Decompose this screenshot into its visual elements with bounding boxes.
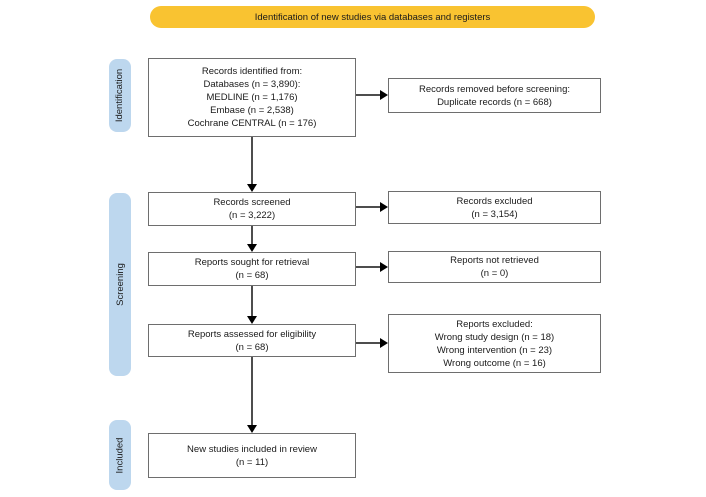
arrowhead-down-icon	[247, 425, 257, 433]
top-banner-label: Identification of new studies via databases and registers	[254, 11, 491, 23]
stage-label-screening-text: Screening	[114, 263, 126, 306]
box-reports-assessed	[148, 324, 356, 357]
arrowhead-right-icon	[380, 262, 388, 272]
box-records-screened	[148, 192, 356, 226]
arrowhead-right-icon	[380, 202, 388, 212]
arrow-screened-to-excluded	[356, 202, 388, 212]
arrowhead-down-icon	[247, 244, 257, 252]
stage-label-identification	[109, 59, 131, 132]
arrow-shaft	[251, 286, 253, 316]
arrow-shaft	[356, 342, 380, 344]
box-line: (n = 11)	[235, 456, 269, 468]
arrow-shaft	[251, 357, 253, 425]
arrow-identified-to-removed	[356, 90, 388, 100]
arrow-assessed-to-included	[247, 357, 257, 433]
box-line: Records excluded	[456, 195, 533, 207]
arrowhead-down-icon	[247, 184, 257, 192]
arrowhead-right-icon	[380, 338, 388, 348]
box-line: Records identified from:	[201, 66, 303, 77]
box-line: (n = 3,154)	[471, 208, 518, 220]
box-records-removed	[388, 78, 601, 113]
box-new-studies-included	[148, 433, 356, 478]
arrow-shaft	[251, 226, 253, 244]
box-line: Embase (n = 2,538)	[210, 105, 294, 116]
box-line: MEDLINE (n = 1,176)	[206, 92, 298, 103]
box-line: (n = 3,222)	[228, 210, 276, 221]
stage-label-screening	[109, 193, 131, 376]
arrow-shaft	[356, 94, 380, 96]
box-line: (n = 68)	[235, 270, 269, 281]
arrow-shaft	[356, 206, 380, 208]
box-line: Wrong intervention (n = 23)	[436, 344, 553, 356]
box-line: New studies included in review	[187, 443, 317, 455]
arrowhead-down-icon	[247, 316, 257, 324]
box-line: Reports assessed for eligibility	[187, 328, 317, 340]
box-line: (n = 0)	[480, 268, 509, 279]
stage-label-included	[109, 420, 131, 490]
arrow-shaft	[251, 137, 253, 184]
box-line: Reports not retrieved	[450, 255, 539, 266]
box-line: Records screened	[213, 197, 291, 208]
arrow-screened-to-sought	[247, 226, 257, 252]
box-reports-sought	[148, 252, 356, 286]
arrow-shaft	[356, 266, 380, 268]
box-line: Wrong study design (n = 18)	[434, 331, 555, 343]
box-reports-not-retrieved	[388, 251, 601, 283]
top-banner	[150, 6, 595, 28]
arrow-sought-to-not-retrieved	[356, 262, 388, 272]
box-records-identified	[148, 58, 356, 137]
box-line: Records removed before screening:	[418, 83, 571, 95]
arrow-identified-to-screened	[247, 137, 257, 192]
box-line: (n = 68)	[235, 341, 269, 353]
arrow-assessed-to-reports-excluded	[356, 338, 388, 348]
stage-label-identification-text: Identification	[114, 68, 126, 123]
box-line: Reports sought for retrieval	[194, 257, 310, 268]
box-line: Reports excluded:	[456, 318, 533, 330]
box-records-excluded	[388, 191, 601, 224]
arrowhead-right-icon	[380, 90, 388, 100]
box-line: Cochrane CENTRAL (n = 176)	[187, 118, 317, 129]
box-reports-excluded	[388, 314, 601, 373]
box-line: Databases (n = 3,890):	[203, 79, 301, 90]
stage-label-included-text: Included	[114, 437, 126, 473]
box-line: Duplicate records (n = 668)	[437, 96, 552, 108]
box-line: Wrong outcome (n = 16)	[443, 357, 546, 369]
arrow-sought-to-assessed	[247, 286, 257, 324]
